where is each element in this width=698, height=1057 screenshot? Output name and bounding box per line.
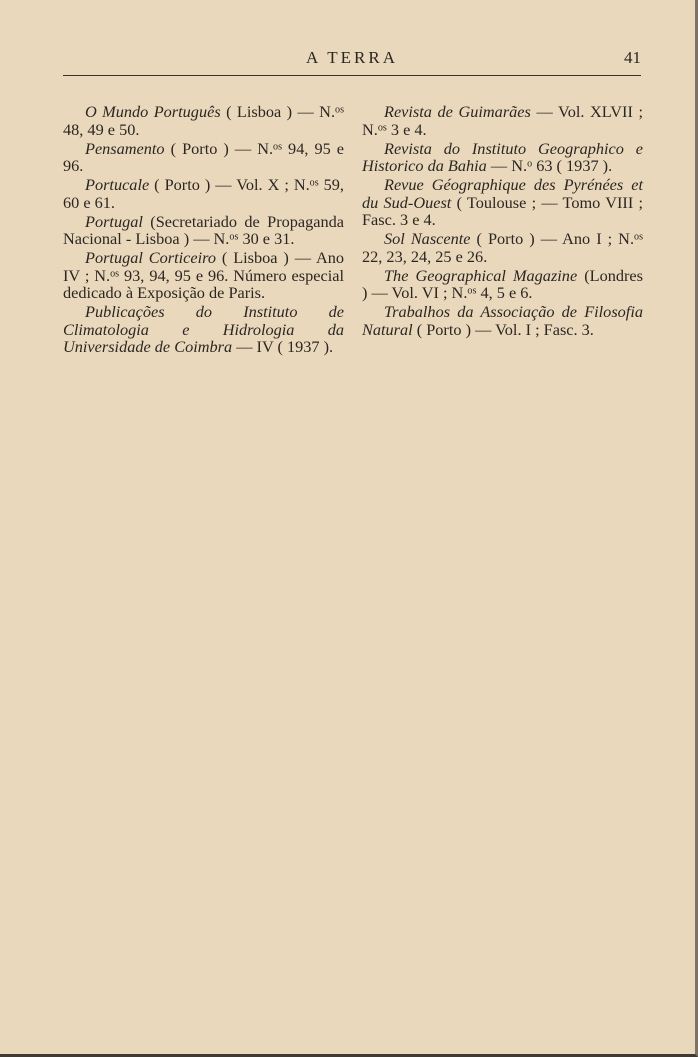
bibliography-entry bbox=[362, 176, 643, 229]
entry-numbers: 3 e 4. bbox=[386, 119, 427, 139]
entry-details: ( Porto ) — N. bbox=[164, 138, 274, 158]
periodical-title: The Geographical Magazine bbox=[384, 265, 578, 285]
entry-details: — IV ( 1937 ). bbox=[232, 337, 334, 356]
running-head bbox=[63, 48, 641, 78]
periodical-title: Sol Nascente bbox=[384, 229, 471, 248]
issue-abbrev-superscript: os bbox=[110, 267, 120, 279]
running-head-title: A TERRA bbox=[305, 48, 398, 67]
periodical-title: Revue Géographique des Pyrénées et du Sud-Ouest bbox=[362, 175, 643, 212]
bibliography-entry bbox=[63, 103, 344, 138]
entry-details: — N. bbox=[486, 156, 528, 175]
bibliography-entry bbox=[63, 176, 344, 211]
page-number: 41 bbox=[624, 48, 641, 67]
entry-numbers: 30 e 31. bbox=[238, 229, 295, 248]
bibliography-entry bbox=[362, 103, 643, 138]
periodical-title: Trabalhos da Associação de Filosofia Natural bbox=[362, 302, 643, 339]
entry-numbers: 94, 95 e 96. bbox=[63, 138, 344, 175]
entry-details: ( Toulouse ; — Tomo VIII ; Fasc. 3 e 4. bbox=[362, 192, 644, 229]
left-column bbox=[63, 103, 344, 357]
issue-abbrev-superscript: os bbox=[634, 231, 643, 243]
issue-abbrev-superscript: os bbox=[377, 121, 387, 133]
entry-details: ( Lisboa ) — N. bbox=[220, 102, 336, 121]
bibliography-entry bbox=[63, 140, 344, 175]
periodical-title: Publicações do Instituto de Climatologia e Hidrologia da Universidade de Coimbra bbox=[63, 302, 344, 356]
periodical-title: O Mundo Português bbox=[85, 102, 221, 121]
bibliography-entry bbox=[63, 213, 344, 248]
bibliography-entry bbox=[362, 303, 643, 338]
periodical-title: Portucale bbox=[85, 175, 150, 194]
entry-numbers: 4, 5 e 6. bbox=[476, 283, 533, 302]
bibliography-entry bbox=[63, 303, 344, 356]
header-rule bbox=[63, 75, 641, 76]
issue-abbrev-superscript: o bbox=[527, 158, 533, 170]
entry-numbers: 22, 23, 24, 25 e 26. bbox=[362, 246, 488, 266]
issue-abbrev-superscript: os bbox=[309, 177, 319, 189]
entry-details: — Vol. XLVII ; N. bbox=[362, 102, 643, 139]
entry-details: (Secretariado de Propaganda Nacional - Lisboa ) — N. bbox=[63, 211, 344, 248]
periodical-title: Portugal bbox=[85, 211, 143, 231]
bibliography-entry bbox=[362, 230, 643, 265]
entry-details: ( Porto ) — Vol. X ; N. bbox=[149, 175, 310, 194]
entry-details: ( Lisboa ) — Ano IV ; N. bbox=[63, 248, 344, 285]
entry-numbers: 93, 94, 95 e 96. Número especial dedicado à Exposição de Paris. bbox=[63, 265, 344, 302]
periodical-title: Pensamento bbox=[85, 138, 165, 158]
right-column bbox=[362, 103, 643, 340]
periodical-title: Portugal Corticeiro bbox=[85, 248, 217, 267]
issue-abbrev-superscript: os bbox=[273, 140, 283, 152]
issue-abbrev-superscript: os bbox=[467, 285, 477, 297]
entry-details: ( Porto ) — Ano I ; N. bbox=[470, 229, 635, 248]
entry-numbers: 59, 60 e 61. bbox=[63, 175, 344, 212]
bibliography-entry bbox=[63, 249, 344, 302]
bibliography-entry bbox=[362, 140, 643, 175]
issue-abbrev-superscript: os bbox=[335, 104, 344, 116]
entry-numbers: 48, 49 e 50. bbox=[63, 119, 140, 139]
entry-details: ( Porto ) — Vol. I ; Fasc. 3. bbox=[412, 319, 594, 339]
periodical-title: Revista de Guimarães bbox=[384, 102, 531, 121]
issue-abbrev-superscript: os bbox=[229, 231, 239, 243]
periodical-title: Revista do Instituto Geographico e Historico da Bahia bbox=[362, 138, 643, 175]
bibliography-entry bbox=[362, 267, 643, 302]
entry-numbers: 63 ( 1937 ). bbox=[532, 156, 613, 175]
entry-details: (Londres ) — Vol. VI ; N. bbox=[362, 265, 643, 302]
